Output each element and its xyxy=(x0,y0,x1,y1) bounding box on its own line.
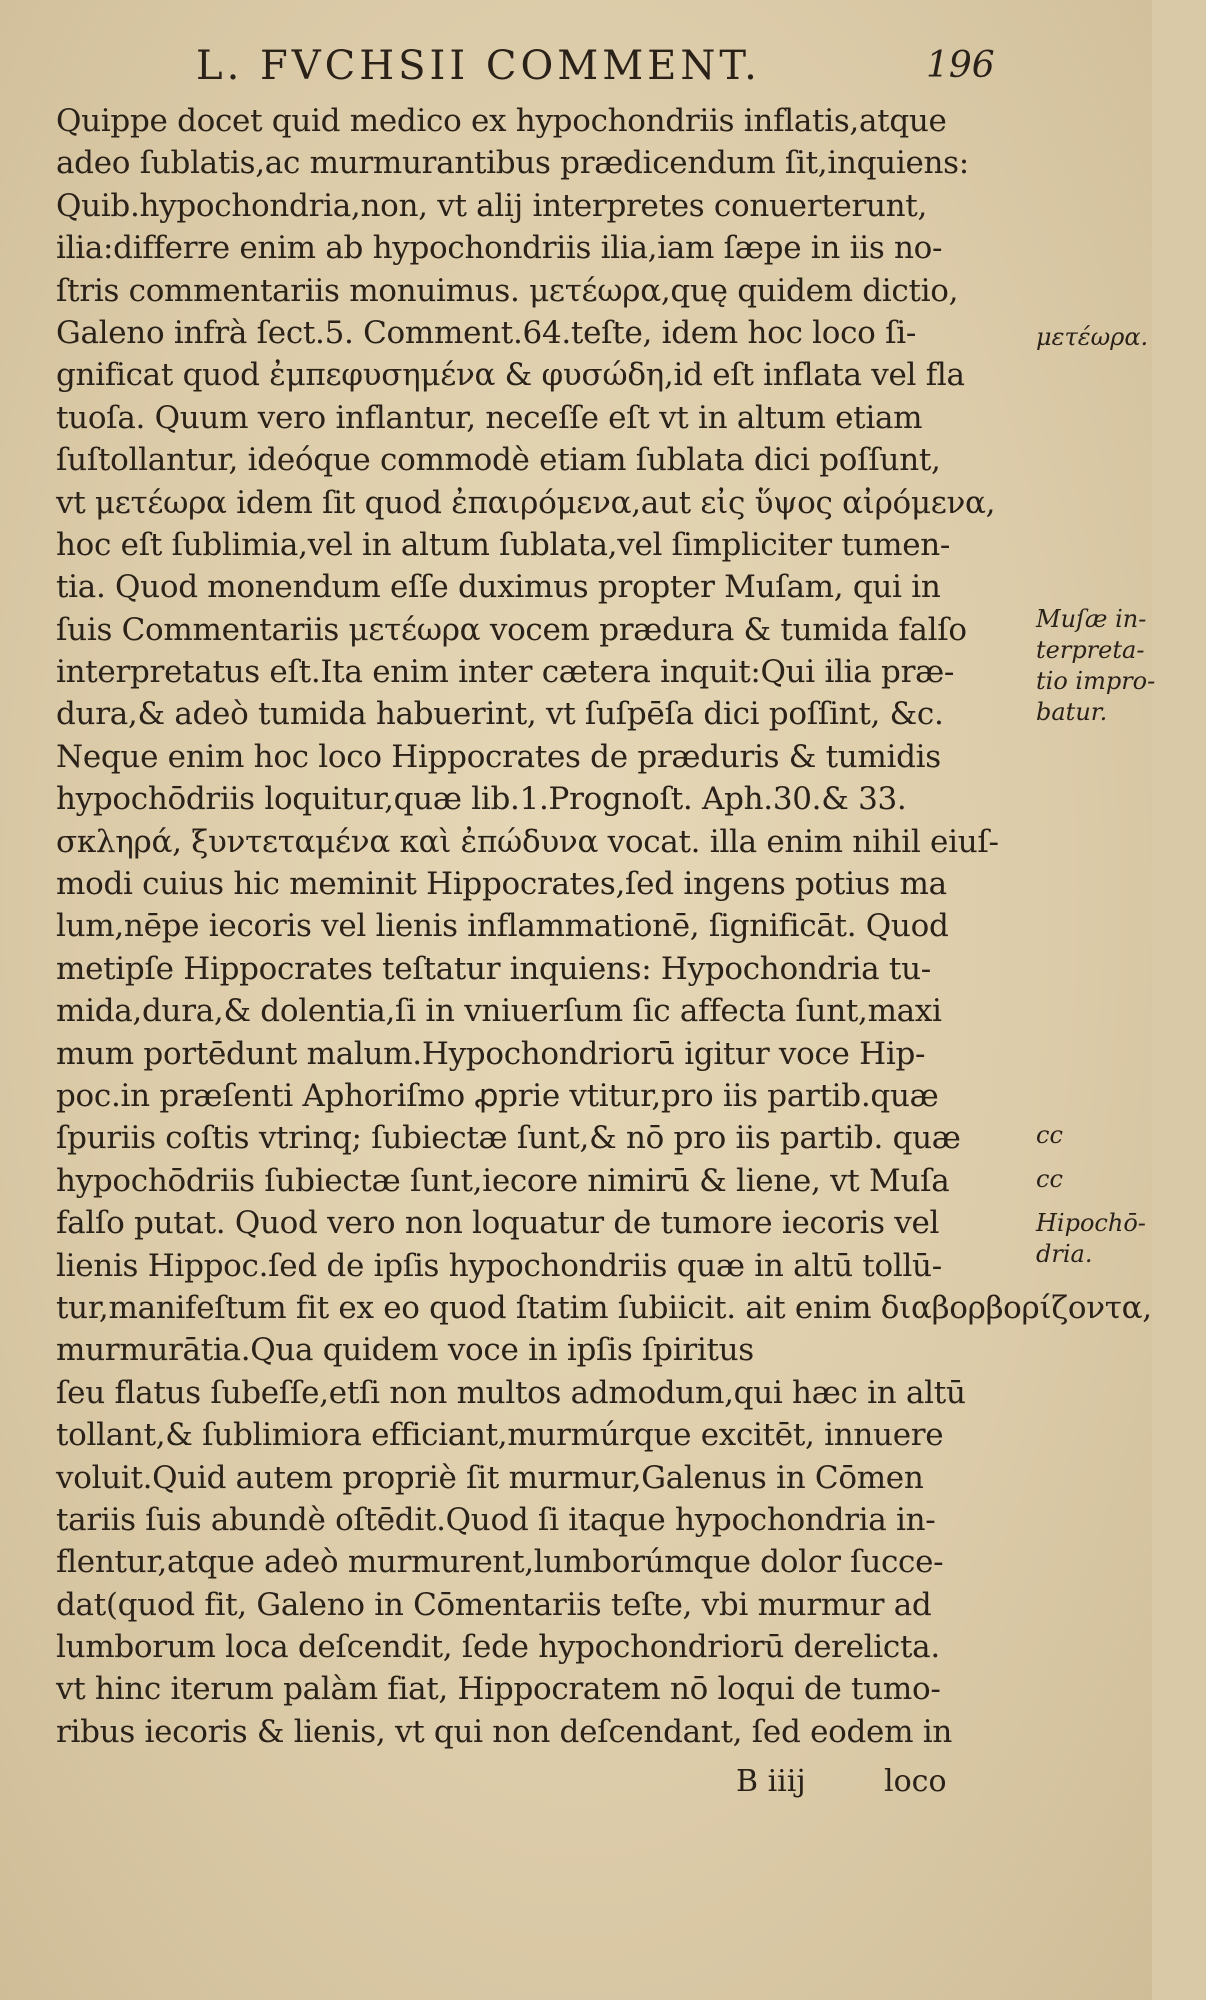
text-line: ſpuriis coſtis vtrinq; ſubiectæ ſunt,& nō pro iis partib. quæ xyxy=(56,1120,961,1157)
text-line: Quippe docet quid medico ex hypochondriis inflatis,atque xyxy=(56,103,947,139)
text-line: tariis ſuis abundè oſtēdit.Quod ſi itaque hypochondria in- xyxy=(56,1501,936,1538)
text-line: gnificat quod ἐμπεφυσημένα & φυσώδη,id eſt inflata vel fla xyxy=(56,357,965,394)
text-line: tollant,& ſublimiora efficiant,murmúrque excitēt, innuere xyxy=(56,1417,944,1454)
text-line: voluit.Quid autem propriè ſit murmur,Galenus in Cōmen xyxy=(56,1459,924,1496)
text-line: dat(quod fit, Galeno in Cōmentariis teſte, vbi murmur ad xyxy=(56,1586,932,1623)
text-line: mida,dura,& dolentia,ſi in vniuerſum ſic affecta ſunt,maxi xyxy=(56,993,942,1030)
folio-number: 196 xyxy=(926,45,995,86)
margin-note-line: μετέωρα. xyxy=(1036,323,1149,351)
text-line: Galeno infrà ſect.5. Comment.64.teſte, idem hoc loco ſi- xyxy=(56,314,917,351)
margin-note-mark xyxy=(1036,1164,1206,1195)
catchword: loco xyxy=(884,1764,947,1799)
text-line: hypochōdriis ſubiectæ ſunt,iecore nimirū & liene, vt Muſa xyxy=(56,1162,950,1199)
text-line: ſtris commentariis monuimus. μετέωρα,quę quidem dictio, xyxy=(56,272,959,309)
text-line: falſo putat. Quod vero non loquatur de tumore iecoris vel xyxy=(56,1205,940,1242)
signature-mark: B iiij xyxy=(736,1764,806,1799)
text-line: Quib.hypochondria,non, vt alij interpretes conuerterunt, xyxy=(56,187,928,224)
margin-note-musa xyxy=(1036,604,1206,728)
margin-note-line: batur. xyxy=(1036,698,1108,726)
text-line: lumborum loca deſcendit, ſede hypochondriorū derelicta. xyxy=(56,1629,940,1666)
text-line: interpretatus eſt.Ita enim inter cætera inquit:Qui ilia præ- xyxy=(56,654,955,691)
running-header xyxy=(196,38,1016,94)
text-line: lienis Hippoc.ſed de ipſis hypochondriis quæ in altū tollū- xyxy=(56,1247,942,1284)
margin-note-mark xyxy=(1036,1120,1206,1151)
text-line: murmurātia.Qua quidem voce in ipſis ſpiritus xyxy=(56,1332,754,1369)
running-title: L. FVCHSII COMMENT. xyxy=(196,43,761,89)
text-line: hypochōdriis loquitur,quæ lib.1.Prognoſt. Aph.30.& 33. xyxy=(56,781,907,818)
text-line: tur,manifeſtum fit ex eo quod ſtatim ſubiicit. ait enim διαβορβορίζοντα, xyxy=(56,1289,1152,1326)
text-line: flentur,atque adeò murmurent,lumborúmque dolor ſucce- xyxy=(56,1544,944,1581)
margin-note-line: tio impro- xyxy=(1036,667,1156,695)
text-line: vt μετέωρα idem ſit quod ἐπαιρόμενα,aut εἰς ὕψος αἰρόμενα, xyxy=(56,484,996,521)
margin-note-meteora xyxy=(1036,322,1206,353)
text-line: hoc eſt ſublimia,vel in altum ſublata,vel ſimpliciter tumen- xyxy=(56,526,951,563)
text-line: mum portēdunt malum.Hypochondriorū igitur voce Hip- xyxy=(56,1035,926,1072)
text-line: ſuis Commentariis μετέωρα vocem prædura & tumida falſo xyxy=(56,611,967,648)
text-line: ſuſtollantur, ideóque commodè etiam ſublata dici poſſunt, xyxy=(56,442,941,479)
text-line: dura,& adeò tumida habuerint, vt ſuſpēſa dici poſſint, &c. xyxy=(56,696,944,733)
margin-note-line: Muſæ in- xyxy=(1036,605,1147,633)
text-line: ribus iecoris & lienis, vt qui non deſcendant, ſed eodem in xyxy=(56,1713,952,1750)
text-line: metipſe Hippocrates teſtatur inquiens: Hypochondria tu- xyxy=(56,950,931,987)
text-line: lum,nēpe iecoris vel lienis inflammationē, ſignificāt. Quod xyxy=(56,908,949,945)
text-line: ilia:differre enim ab hypochondriis ilia,iam ſæpe in iis no- xyxy=(56,230,943,267)
page-footer xyxy=(56,1758,986,1806)
margin-note-line: dria. xyxy=(1036,1240,1093,1268)
margin-note-line: cc xyxy=(1036,1121,1063,1149)
text-line: modi cuius hic meminit Hippocrates,ſed ingens potius ma xyxy=(56,866,947,903)
text-line: ſeu flatus ſubeſſe,etſi non multos admodum,qui hæc in altū xyxy=(56,1374,966,1411)
margin-note-line: terpreta- xyxy=(1036,636,1145,664)
text-line: Neque enim hoc loco Hippocrates de præduris & tumidis xyxy=(56,738,941,775)
margin-note-line: cc xyxy=(1036,1165,1063,1193)
margin-note-line: Hipochō- xyxy=(1036,1209,1146,1237)
main-text-block xyxy=(56,100,1156,1753)
text-line: adeo ſublatis,ac murmurantibus prædicendum ſit,inquiens: xyxy=(56,145,969,182)
text-line: σκληρά, ξυντεταμένα καὶ ἐπώδυνα vocat. illa enim nihil eiuſ- xyxy=(56,823,999,860)
text-line: poc.in præſenti Aphoriſmo ꝓprie vtitur,pro iis partib.quæ xyxy=(56,1077,939,1114)
text-line: vt hinc iterum palàm fiat, Hippocratem nō loqui de tumo- xyxy=(56,1671,941,1708)
text-line: tia. Quod monendum eſſe duximus propter Muſam, qui in xyxy=(56,569,941,606)
margin-note-hypochondria xyxy=(1036,1208,1206,1270)
text-line: tuoſa. Quum vero inflantur, neceſſe eſt vt in altum etiam xyxy=(56,399,923,436)
